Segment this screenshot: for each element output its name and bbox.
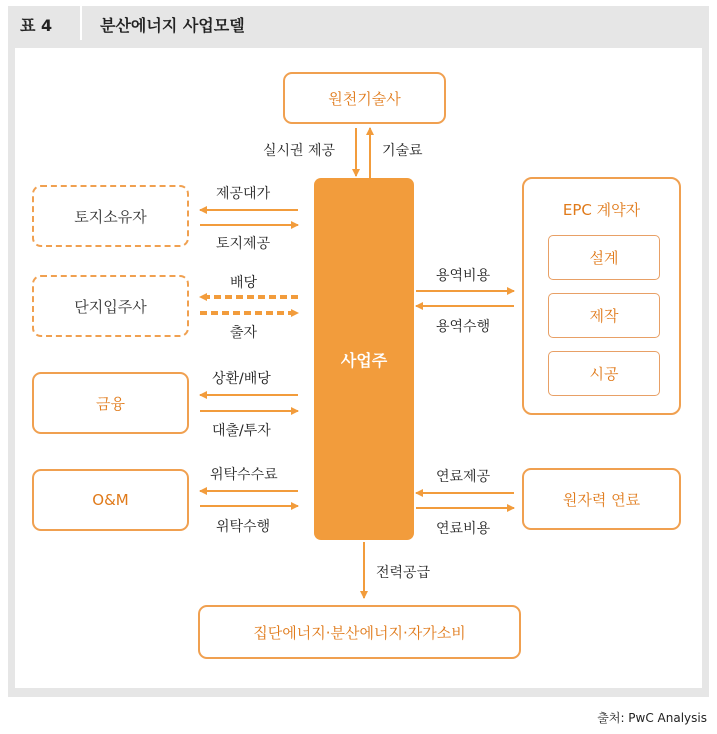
epc-item-manufacture: 제작 bbox=[548, 293, 660, 338]
label-repay-dividend: 상환/배당 bbox=[212, 371, 271, 387]
node-finance: 금융 bbox=[32, 372, 189, 434]
label-license-provide: 실시권 제공 bbox=[263, 143, 336, 159]
node-business-owner: 사업주 bbox=[314, 178, 414, 540]
node-om: O&M bbox=[32, 469, 189, 531]
epc-item-construction: 시공 bbox=[548, 351, 660, 396]
epc-title: EPC 계약자 bbox=[562, 201, 641, 219]
node-epc-contractor bbox=[522, 177, 681, 415]
node-land-owner: 토지소유자 bbox=[32, 185, 189, 247]
label-service-cost: 용역비용 bbox=[436, 268, 491, 284]
node-energy-use: 집단에너지·분산에너지·자가소비 bbox=[198, 605, 521, 659]
label-fuel-cost: 연료비용 bbox=[436, 521, 491, 537]
label-land-payment: 제공대가 bbox=[216, 186, 271, 202]
label-loan-invest: 대출/투자 bbox=[212, 423, 271, 439]
label-consignment-fee: 위탁수수료 bbox=[210, 467, 278, 483]
epc-item-design: 설계 bbox=[548, 235, 660, 280]
node-nuclear-fuel: 원자력 연료 bbox=[522, 468, 681, 530]
table-number: 표 4 bbox=[20, 16, 53, 35]
node-tech-provider: 원천기술사 bbox=[283, 72, 446, 124]
label-land-provide: 토지제공 bbox=[216, 236, 271, 252]
label-consignment-work: 위탁수행 bbox=[216, 519, 271, 535]
label-power-supply: 전력공급 bbox=[376, 565, 431, 581]
label-investment: 출자 bbox=[230, 325, 258, 341]
node-complex-resident: 단지입주사 bbox=[32, 275, 189, 337]
label-dividend: 배당 bbox=[230, 275, 258, 291]
label-royalty: 기술료 bbox=[382, 143, 423, 159]
table-title: 분산에너지 사업모델 bbox=[100, 16, 245, 35]
source-credit: 출처: PwC Analysis bbox=[597, 711, 707, 725]
label-fuel-supply: 연료제공 bbox=[436, 469, 491, 485]
label-service-work: 용역수행 bbox=[436, 319, 491, 335]
